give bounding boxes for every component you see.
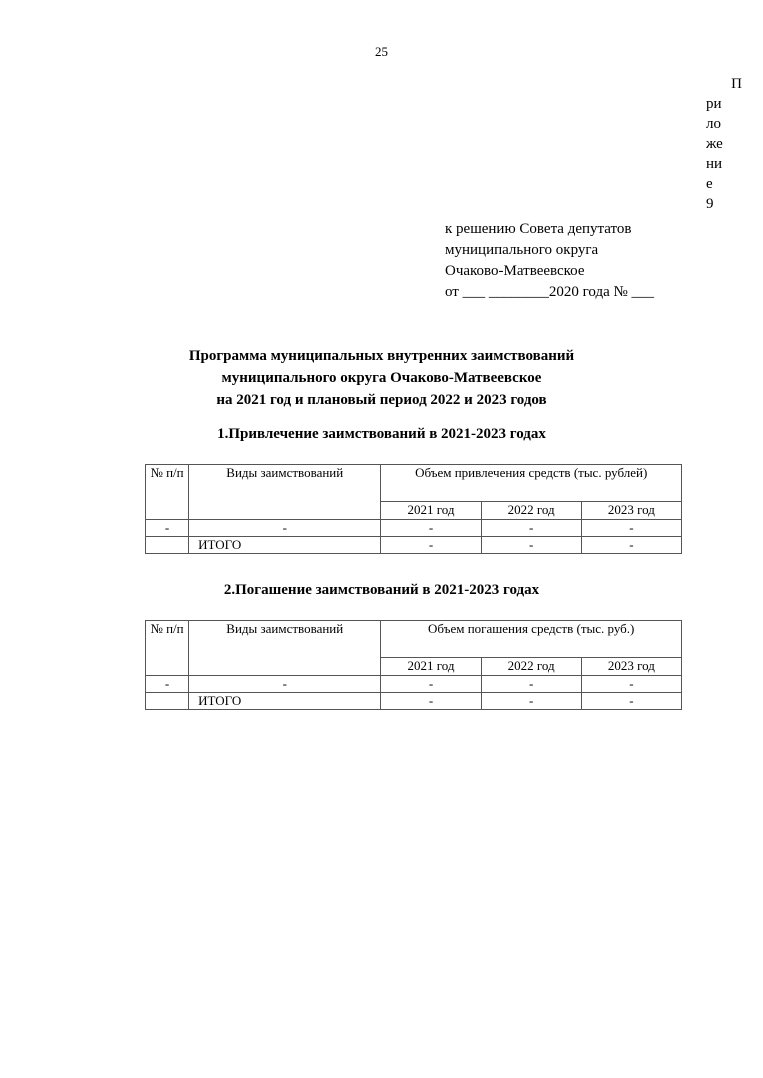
page-number: 25: [375, 44, 388, 59]
header-amount: Объем привлечения средств (тыс. рублей): [381, 465, 682, 502]
title-line: Программа муниципальных внутренних заимствований: [188, 348, 575, 364]
header-amount: Объем погашения средств (тыс. руб.): [381, 621, 682, 658]
row-number: [146, 537, 189, 554]
row-value: -: [481, 693, 581, 710]
decision-line: от ___ ________2020 года № ___: [445, 284, 655, 300]
row-value: -: [581, 537, 681, 554]
header-year: 2021 год: [381, 502, 481, 520]
header-borrowing-kind: Виды заимствований: [189, 465, 381, 520]
row-value: -: [381, 520, 481, 537]
borrowing-table: [145, 464, 682, 554]
row-kind: -: [189, 520, 381, 537]
header-year: 2023 год: [581, 502, 681, 520]
appendix-label-vertical: [706, 74, 746, 214]
decision-reference: [445, 219, 715, 303]
row-value: -: [381, 676, 481, 693]
table-row: [146, 520, 682, 537]
table-row: [146, 676, 682, 693]
title-line: на 2021 год и плановый период 2022 и 2023 годов: [216, 392, 547, 408]
appendix-fragment: ни: [706, 156, 723, 172]
section-heading-borrowing: 1.Привлечение заимствований в 2021-2023 годах: [217, 426, 546, 442]
header-year: 2021 год: [381, 658, 481, 676]
appendix-fragment: е: [706, 176, 713, 192]
row-kind: -: [189, 676, 381, 693]
title-line: муниципального округа Очаково-Матвеевское: [221, 370, 542, 386]
row-number: -: [146, 520, 189, 537]
row-value: -: [581, 693, 681, 710]
repayment-table: [145, 620, 682, 710]
appendix-fragment: же: [706, 136, 723, 152]
appendix-fragment: 9: [706, 196, 714, 212]
row-kind: ИТОГО: [189, 693, 381, 710]
table-row-total: [146, 693, 682, 710]
row-value: -: [581, 520, 681, 537]
row-kind: ИТОГО: [189, 537, 381, 554]
header-number: № п/п: [146, 465, 189, 520]
decision-line: Очаково-Матвеевское: [445, 263, 585, 279]
decision-line: к решению Совета депутатов: [445, 221, 632, 237]
row-value: -: [581, 676, 681, 693]
decision-line: муниципального округа: [445, 242, 599, 258]
header-number: № п/п: [146, 621, 189, 676]
header-year: 2022 год: [481, 658, 581, 676]
row-value: -: [381, 537, 481, 554]
header-year: 2022 год: [481, 502, 581, 520]
table-row-total: [146, 537, 682, 554]
row-number: [146, 693, 189, 710]
header-year: 2023 год: [581, 658, 681, 676]
row-value: -: [481, 676, 581, 693]
appendix-fragment: ло: [706, 116, 721, 132]
appendix-fragment: ри: [706, 96, 722, 112]
section-heading-repayment: 2.Погашение заимствований в 2021-2023 годах: [223, 582, 540, 598]
row-value: -: [381, 693, 481, 710]
document-title: [0, 345, 763, 411]
appendix-fragment: П: [731, 76, 742, 92]
row-number: -: [146, 676, 189, 693]
header-borrowing-kind: Виды заимствований: [189, 621, 381, 676]
row-value: -: [481, 537, 581, 554]
row-value: -: [481, 520, 581, 537]
